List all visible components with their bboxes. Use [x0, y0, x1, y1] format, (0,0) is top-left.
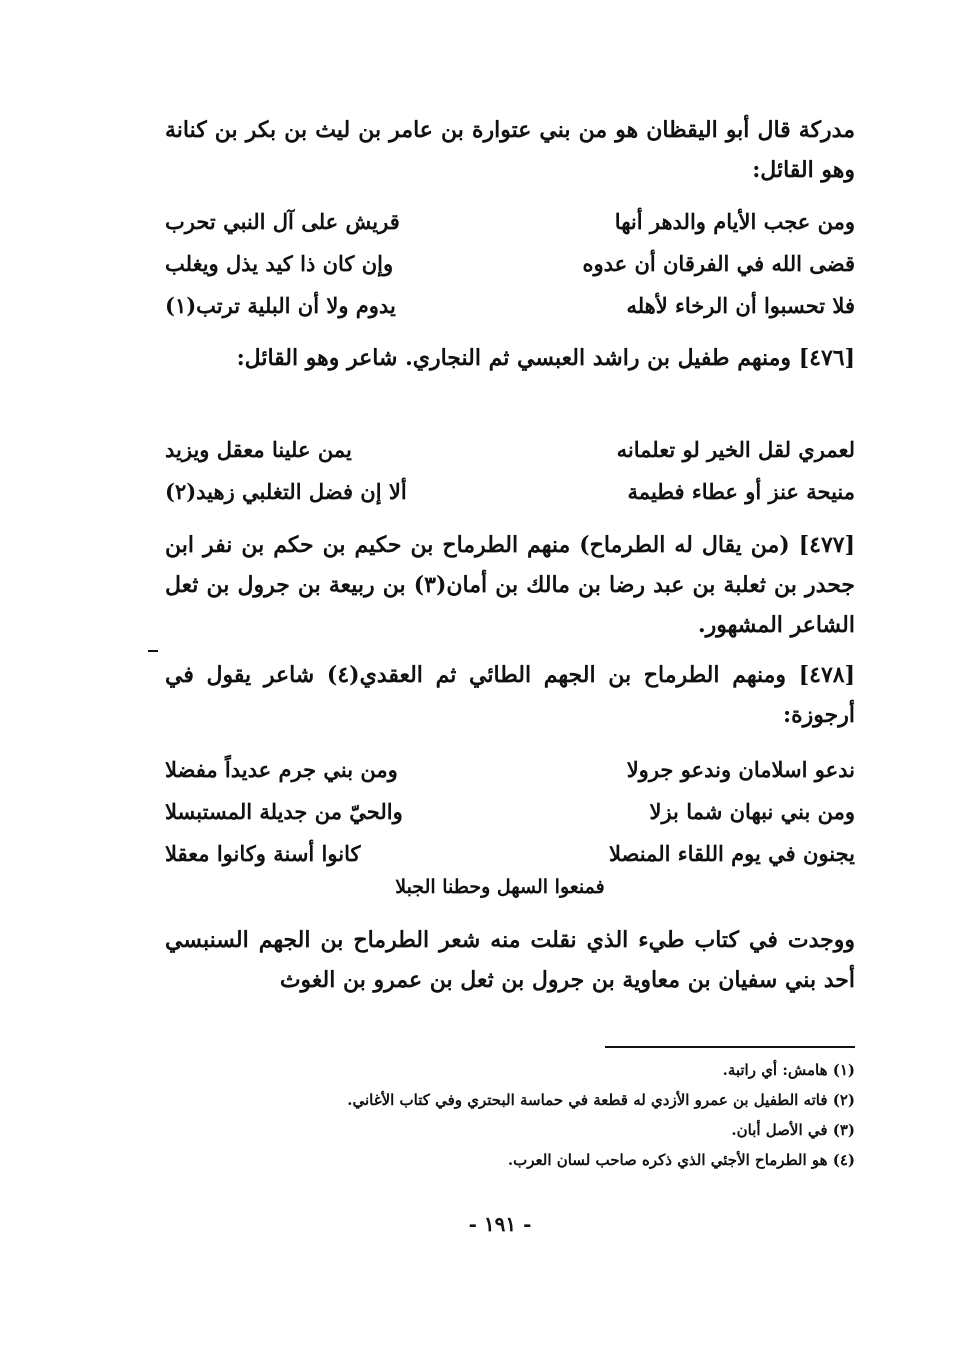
verse-single-line: فمنعوا السهل وحطنا الجبلا — [395, 876, 605, 898]
verse-hemistich-right: قضى الله في الفرقان أن عدوه — [582, 250, 855, 276]
paragraph-intro — [165, 110, 855, 190]
paragraph-text: ووجدت في كتاب طيء الذي نقلت منه شعر الطرماح بن الجهم السنبسي أحد بني سفيان بن معاوية بن جرول بن ثعل بن عمرو بن الغوث — [165, 927, 855, 993]
verse-hemistich-right: فلا تحسبوا أن الرخاء لأهله — [626, 292, 855, 318]
verse-hemistich-left: كانوا أسنة وكانوا معقلا — [165, 840, 361, 866]
verse-hemistich-left: قريش على آل النبي تحرب — [165, 208, 400, 234]
verse-line — [165, 748, 855, 790]
verse-hemistich-right: ومن بني نبهان شما بزلا — [649, 798, 855, 824]
footnote-4: (٤) هو الطرماح الأجئي الذي ذكره صاحب لسان العرب. — [507, 1151, 855, 1169]
paragraph-478 — [165, 655, 855, 735]
footnote-divider — [605, 1046, 855, 1048]
verse-hemistich-left: ومن بني جرم عديداً مفضلا — [165, 756, 398, 782]
paragraph-text: [٤٧٦] ومنهم طفيل بن راشد العبسي ثم النجاري. شاعر وهو القائل: — [236, 345, 855, 371]
verse-hemistich-right: لعمري لقل الخير لو تعلمانه — [616, 436, 855, 462]
verse-hemistich-left: ألا إن فضل التغلبي زهيد(٢) — [165, 478, 407, 504]
paragraph-text: مدركة قال أبو اليقظان هو من بني عتوارة بن عامر بن ليث بن بكر بن كنانة وهو القائل: — [165, 117, 856, 183]
paragraph-477 — [165, 525, 855, 645]
footnotes — [280, 1055, 855, 1175]
footnote-2: (٢) فاته الطفيل بن عمرو الأزدي له قطعة في حماسة البحتري وفي كتاب الأغاني. — [347, 1091, 855, 1109]
verse-hemistich-left: وإن كان ذا كيد يذل ويغلب — [165, 250, 394, 276]
verse-line — [165, 832, 855, 874]
footnote-3: (٣) في الأصل أبان. — [731, 1121, 855, 1139]
verse-hemistich-right: ندعو اسلامان وندعو جرولا — [626, 756, 855, 782]
paragraph-476 — [165, 338, 855, 378]
page-number: - ١٩١ - — [468, 1212, 532, 1236]
poem-block-3 — [165, 748, 855, 874]
paragraph-text: [٤٧٨] ومنهم الطرماح بن الجهم الطائي ثم العقدي(٤) شاعر يقول في أرجوزة: — [165, 662, 855, 728]
verse-hemistich-right: يجنون في يوم اللقاء المنصلا — [608, 840, 855, 866]
paragraph-closing — [165, 920, 855, 1000]
verse-hemistich-left: يمن علينا معقل ويزيد — [165, 436, 352, 462]
verse-hemistich-left: يدوم ولا أن البلية ترتب(١) — [165, 292, 396, 318]
margin-mark — [148, 650, 158, 652]
poem-block-2 — [165, 428, 855, 512]
verse-line — [165, 470, 855, 512]
verse-hemistich-right: ومن عجب الأيام والدهر أنها — [614, 208, 855, 234]
verse-line — [165, 790, 855, 832]
verse-line — [165, 242, 855, 284]
verse-line — [165, 428, 855, 470]
verse-line — [165, 284, 855, 326]
verse-line — [165, 200, 855, 242]
footnote-1: (١) هامش: أي راتبة. — [722, 1061, 855, 1079]
verse-hemistich-left: والحيّ من جديلة المستبسلا — [165, 798, 403, 824]
paragraph-text: [٤٧٧] (من يقال له الطرماح) منهم الطرماح بن حكيم بن حكم بن نفر ابن جحدر بن ثعلبة بن عبد رضا بن مالك بن أمان(٣) بن ربيعة بن جرول بن ثعل الشاعر المشهور. — [165, 532, 855, 638]
poem-block-1 — [165, 200, 855, 326]
verse-hemistich-right: منيحة عنز أو عطاء فطيمة — [627, 478, 855, 504]
